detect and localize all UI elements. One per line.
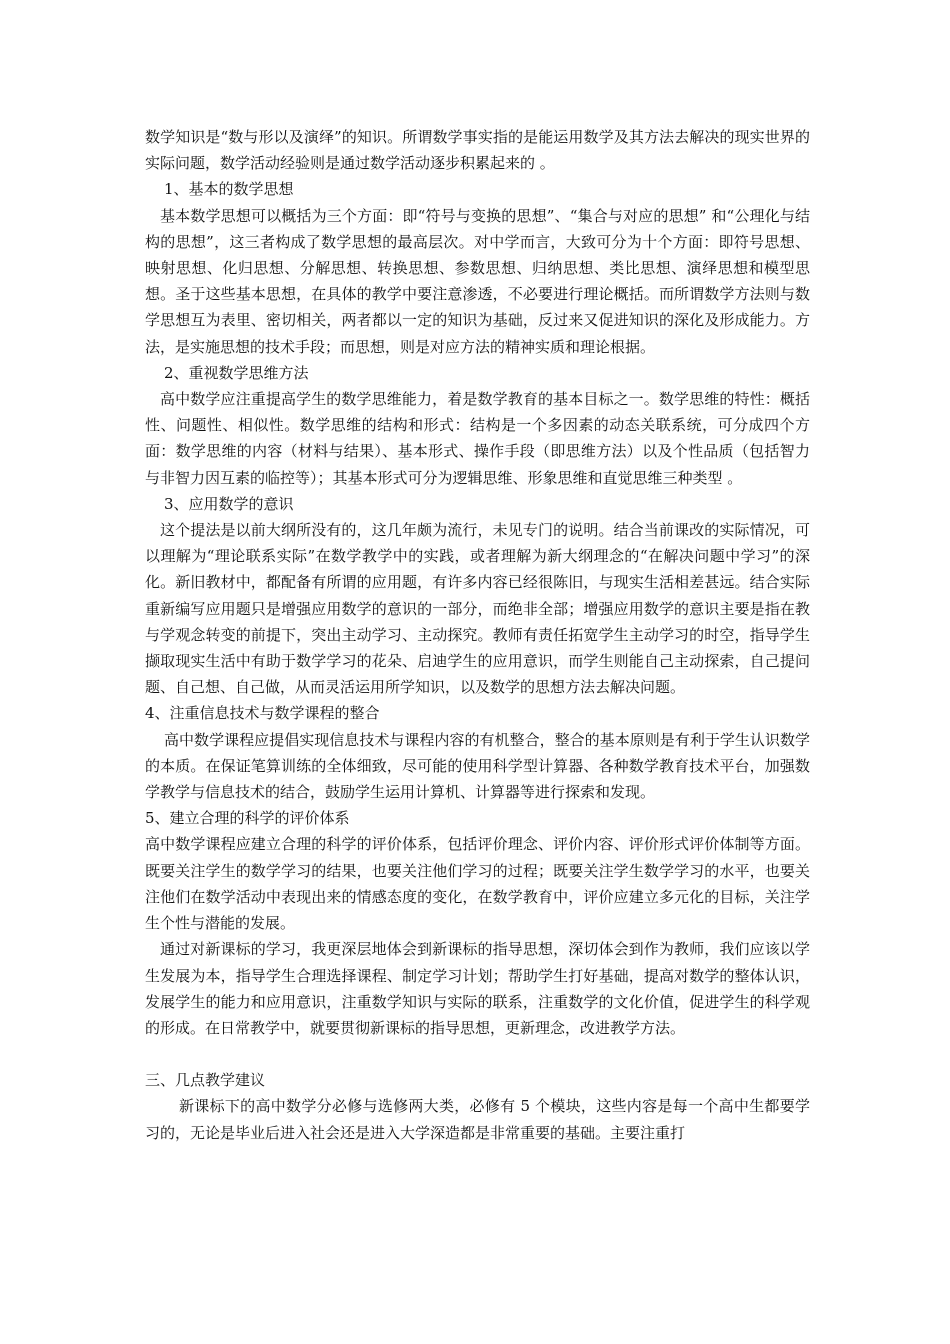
document-page — [145, 124, 810, 1146]
paragraph-intro: 数学知识是“数与形以及演绎”的知识。所谓数学事实指的是能运用数学及其方法去解决的现实世界的实际问题，数学活动经验则是通过数学活动逐步积累起来的 。 — [145, 128, 810, 173]
blank-line — [145, 1041, 810, 1067]
heading-teaching-suggestions: 三、几点教学建议 — [145, 1071, 266, 1090]
heading-basic-math-thought: 1、基本的数学思想 — [164, 180, 294, 199]
paragraph-evaluation-system: 高中数学课程应建立合理的科学的评价体系，包括评价理念、评价内容、评价形式评价体制等方面。既要关注学生的数学学习的结果，也要关注他们学习的过程；既要关注学生数学学习的水平，也要关注他们在数学活动中表现出来的情感态度的变化，在数学教育中，评价应建立多元化的目标，关注学 生个性与潜能的发展。 — [145, 835, 810, 933]
paragraph-info-tech: 高中数学课程应提倡实现信息技术与课程内容的有机整合，整合的基本原则是有利于学生认识数学的本质。在保证笔算训练的全体细致，尽可能的使用科学型计算器、各种数学教育技术平台，加强数学教学与信息技术的结合，鼓励学生运用计算机、计算器等进行探索和发现。 — [145, 730, 810, 802]
paragraph-teaching-suggestions: 新课标下的高中数学分必修与选修两大类，必修有 5 个模块，这些内容是每一个高中生都要学习的，无论是毕业后进入社会还是进入大学深造都是非常重要的基础。主要注重打 — [145, 1097, 810, 1142]
heading-applied-awareness: 3、应用数学的意识 — [164, 494, 294, 513]
paragraph-basic-math-thought: 基本数学思想可以概括为三个方面：即“符号与变换的思想”、“集合与对应的思想” 和“公理化与结构的思想”，这三者构成了数学思想的最高层次。对中学而言，大致可分为十个方面：即符号思想、映射思想、化归思想、分解思想、转换思想、参数思想、归纳思想、类比思想、演绎思想和模型思想。圣于这些基本思想，在具体的教学中要注意渗透，不必要进行理论概括。而所谓数学方法则与数学思想互为表里、密切相关，两者都以一定的知识为基础，反过来又促进知识的深化及形成能力。方法，是实施思想的技术手段；而思想，则是对应方法的精神实质和理论根据。 — [145, 206, 810, 356]
paragraph-thinking-methods: 高中数学应注重提高学生的数学思维能力，着是数学教育的基本目标之一。数学思维的特性：概括性、问题性、相似性。数学思维的结构和形式：结构是一个多因素的动态关联系统，可分成四个方面：数学思维的内容（材料与结果）、基本形式、操作手段（即思维方法）以及个性品质（包括智力与非智力因互素的临控等）；其基本形式可分为逻辑思维、形象思维和直觉思维三种类型 。 — [145, 390, 810, 487]
paragraph-conclusion: 通过对新课标的学习，我更深层地体会到新课标的指导思想，深切体会到作为教师，我们应该以学生发展为本，指导学生合理选择课程、制定学习计划；帮助学生打好基础，提高对数学的整体认识，发展学生的能力和应用意识，注重数学知识与实际的联系，注重数学的文化价值，促进学生的科学观的形成。在日常教学中，就要贯彻新课标的指导思想，更新理念，改进教学方法。 — [145, 940, 810, 1037]
heading-thinking-methods: 2、重视数学思维方法 — [164, 363, 309, 382]
paragraph-applied-awareness: 这个提法是以前大纲所没有的，这几年颇为流行，未见专门的说明。结合当前课改的实际情况，可以理解为“理论联系实际”在数学教学中的实践，或者理解为新大纲理念的“在解决问题中学习”的深化。新旧教材中，都配备有所谓的应用题，有许多内容已经很陈旧，与现实生活相差甚远。结合实际重新编写应用题只是增强应用数学的意识的一部分，而绝非全部；增强应用数学的意识主要是指在教与学观念转变的前提下，突出主动学习、主动探究。教师有责任拓宽学生主动学习的时空，指导学生撷取现实生活中有助于数学学习的花朵、启迪学生的应用意识，而学生则能自己主动探索，自己提问题、自己想、自己做，从而灵活运用所学知识，以及数学的思想方法去解决问题。 — [145, 521, 810, 697]
heading-evaluation-system: 5、建立合理的科学的评价体系 — [145, 809, 350, 828]
heading-info-tech: 4、注重信息技术与数学课程的整合 — [145, 704, 380, 723]
